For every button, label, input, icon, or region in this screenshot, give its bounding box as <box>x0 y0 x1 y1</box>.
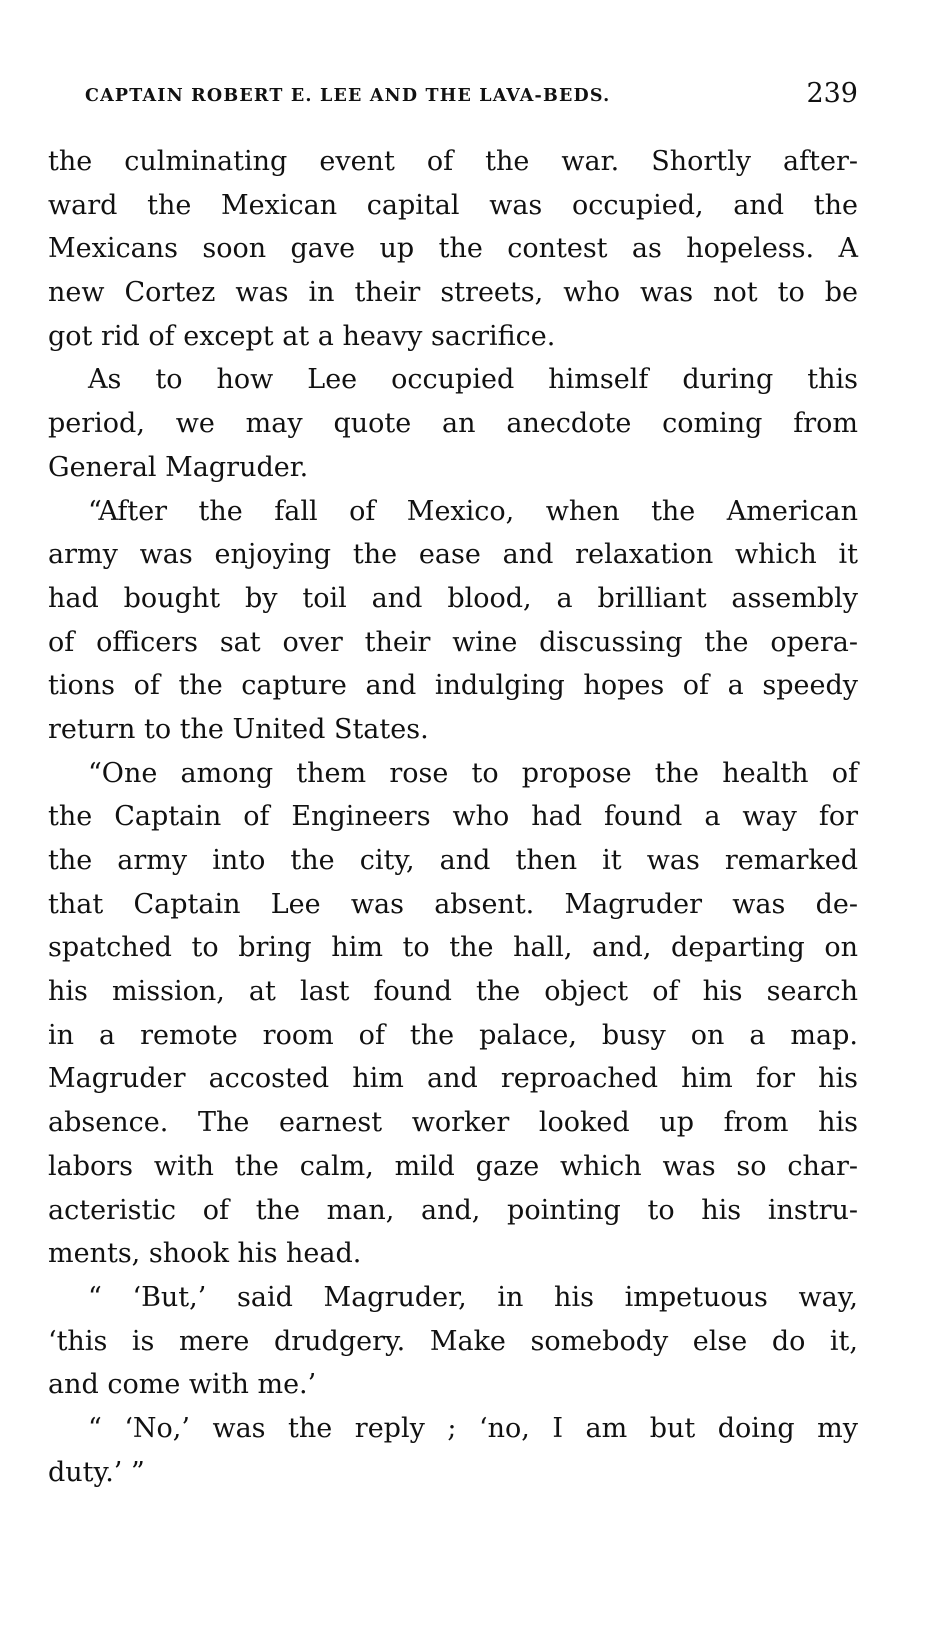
text-line: got rid of except at a heavy sacrifice. <box>48 320 556 352</box>
text-line: ward the Mexican capital was occupied, and the <box>48 189 858 221</box>
text-line: return to the United States. <box>48 713 429 745</box>
paragraph <box>48 1407 858 1494</box>
text-line: had bought by toil and blood, a brilliant assembly <box>48 582 858 614</box>
text-line: army was enjoying the ease and relaxation which it <box>48 539 858 571</box>
text-line: period, we may quote an anecdote coming from <box>48 408 858 440</box>
text-line: that Captain Lee was absent. Magruder was de- <box>48 888 858 920</box>
text-line: and come with me.’ <box>48 1369 317 1401</box>
text-line: General Magruder. <box>48 451 309 483</box>
text-line: Magruder accosted him and reproached him for his <box>48 1063 858 1095</box>
paragraph <box>48 140 858 358</box>
text-line: Mexicans soon gave up the contest as hopeless. A <box>48 233 858 265</box>
text-line: the army into the city, and then it was remarked <box>48 845 858 876</box>
text-line: the culminating event of the war. Shortly after- <box>48 146 858 177</box>
paragraph <box>48 358 858 489</box>
text-line: of officers sat over their wine discussing the opera- <box>48 626 858 658</box>
paragraph <box>48 1276 858 1407</box>
text-line: the Captain of Engineers who had found a way for <box>48 801 858 833</box>
text-line: new Cortez was in their streets, who was not to be <box>48 277 858 309</box>
text-line: spatched to bring him to the hall, and, departing on <box>48 932 858 964</box>
text-line: absence. The earnest worker looked up from his <box>48 1107 858 1139</box>
body-text <box>48 140 858 1494</box>
text-line: “ ‘But,’ said Magruder, in his impetuous way, <box>88 1281 858 1313</box>
text-line: his mission, at last found the object of his search <box>48 976 858 1008</box>
page-number: 239 <box>806 78 858 109</box>
running-head-title: CAPTAIN ROBERT E. LEE AND THE LAVA-BEDS. <box>85 86 611 106</box>
running-head <box>85 80 858 114</box>
text-line: As to how Lee occupied himself during this <box>88 364 858 396</box>
paragraph <box>48 752 858 1276</box>
text-line: tions of the capture and indulging hopes of a speedy <box>48 670 858 702</box>
text-line: ments, shook his head. <box>48 1238 362 1270</box>
text-line: “After the fall of Mexico, when the American <box>88 495 858 527</box>
paragraph <box>48 490 858 752</box>
text-line: acteristic of the man, and, pointing to his instru- <box>48 1194 858 1226</box>
text-line: duty.’ ” <box>48 1456 145 1488</box>
text-line: “ ‘No,’ was the reply ; ‘no, I am but doing my <box>88 1412 858 1444</box>
text-line: in a remote room of the palace, busy on a map. <box>48 1019 858 1051</box>
text-line: labors with the calm, mild gaze which was so char- <box>48 1150 858 1182</box>
text-line: ‘this is mere drudgery. Make somebody else do it, <box>48 1325 858 1357</box>
text-line: “One among them rose to propose the health of <box>88 757 858 789</box>
